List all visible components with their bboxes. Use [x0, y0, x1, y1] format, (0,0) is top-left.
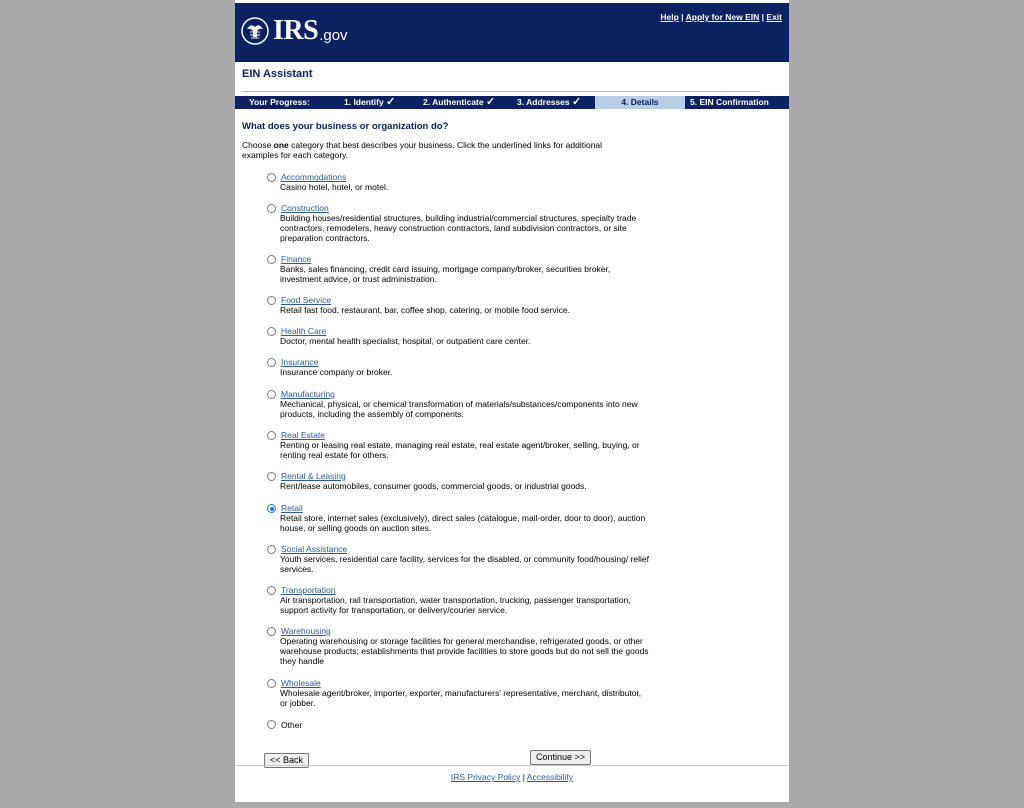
progress-step-addresses: 3. Addresses ✓	[517, 96, 582, 108]
category-radio[interactable]	[267, 720, 276, 729]
category-link[interactable]: Food Service	[281, 295, 332, 305]
category-link[interactable]: Insurance	[281, 357, 319, 367]
category-link[interactable]: Accommodations	[281, 172, 347, 182]
category-radio[interactable]	[267, 358, 276, 367]
top-link-separator: |	[759, 12, 767, 22]
category-link[interactable]: Health Care	[281, 326, 327, 336]
page-container	[235, 0, 789, 802]
irs-header	[235, 3, 789, 62]
category-radio[interactable]	[267, 390, 276, 399]
progress-step-identify: 1. Identify ✓	[344, 96, 396, 108]
category-description: Wholesale agent/broker, importer, exporter, manufacturers' representative, merchant, distributor, or jobber.	[280, 688, 642, 708]
category-radio[interactable]	[267, 327, 276, 336]
back-button[interactable]: << Back	[264, 753, 309, 768]
category-description: Insurance company or broker.	[280, 367, 393, 377]
page-title: EIN Assistant	[242, 68, 313, 80]
question-heading: What does your business or organization do?	[242, 121, 449, 132]
category-radio[interactable]	[267, 431, 276, 440]
category-link[interactable]: Warehousing	[281, 626, 331, 636]
category-description: Retail fast food, restaurant, bar, coffee shop, catering, or mobile food service.	[280, 305, 570, 315]
category-radio[interactable]	[267, 627, 276, 636]
footer	[235, 772, 789, 782]
top-link-separator: |	[678, 12, 686, 22]
eagle-logo-icon	[241, 17, 269, 45]
category-radio[interactable]	[267, 255, 276, 264]
progress-bar	[235, 96, 789, 109]
continue-button[interactable]: Continue >>	[530, 750, 591, 765]
category-link[interactable]: Social Assistance	[281, 544, 348, 554]
category-radio[interactable]	[267, 679, 276, 688]
category-radio[interactable]	[267, 504, 276, 513]
category-link[interactable]: Manufacturing	[281, 389, 335, 399]
progress-step-authenticate: 2. Authenticate ✓	[423, 96, 496, 108]
accessibility-link[interactable]: Accessibility	[526, 772, 574, 782]
exit-link[interactable]: Exit	[766, 12, 782, 22]
category-description: Renting or leasing real estate, managing real estate, real estate agent/broker, selling, buying, or renting real estate for others.	[280, 440, 640, 460]
top-links	[660, 12, 782, 22]
footer-separator: |	[520, 772, 527, 782]
category-link[interactable]: Wholesale	[281, 678, 321, 688]
category-link[interactable]: Construction	[281, 203, 329, 213]
category-link[interactable]: Real Estate	[281, 430, 325, 440]
apply-new-ein-link[interactable]: Apply for New EIN	[685, 12, 760, 22]
category-description: Mechanical, physical, or chemical transformation of materials/substances/components into new products, including the assembly of components.	[280, 399, 638, 419]
category-description: Operating warehousing or storage facilities for general merchandise, refrigerated goods, or other warehouse products; establishments that provide facilities to store goods but do not sell the goods they handle	[280, 636, 649, 666]
logo-gov-text: .gov	[319, 27, 348, 44]
category-radio[interactable]	[267, 204, 276, 213]
help-link[interactable]: Help	[660, 12, 679, 22]
category-radio[interactable]	[267, 296, 276, 305]
category-radio[interactable]	[267, 545, 276, 554]
category-link[interactable]: Transportation	[281, 585, 336, 595]
category-radio[interactable]	[267, 586, 276, 595]
progress-step-details-current: 4. Details	[595, 96, 685, 109]
title-divider	[242, 91, 760, 92]
category-description: Retail store, internet sales (exclusively), direct sales (catalogue, mail-order, door to door), auction house, or selling goods on auction sites.	[280, 513, 646, 533]
category-link[interactable]: Rental & Leasing	[281, 471, 346, 481]
category-radio[interactable]	[267, 472, 276, 481]
category-description: Building houses/residential structures, building industrial/commercial structures, specialty trade contractors, remodelers, heavy construction contractors, land subdivision contractors, or site preparation contractors.	[280, 213, 637, 243]
footer-divider	[235, 765, 789, 766]
irs-logo[interactable]	[241, 13, 348, 45]
progress-label: Your Progress:	[249, 97, 310, 107]
category-description: Youth services, residential care facility, services for the disabled, or community food/housing/ relief services.	[280, 554, 649, 574]
logo-irs-text: IRS	[273, 15, 319, 46]
category-description: Air transportation, rail transportation, water transportation, trucking, passenger transportation, support activity for transportation, or delivery/courier service.	[280, 595, 631, 615]
checkmark-icon: ✓	[571, 96, 582, 108]
category-label: Other	[281, 720, 303, 730]
checkmark-icon: ✓	[486, 96, 496, 108]
privacy-policy-link[interactable]: IRS Privacy Policy	[450, 772, 521, 782]
category-link[interactable]: Finance	[281, 254, 312, 264]
category-radio[interactable]	[267, 173, 276, 182]
category-description: Casino hotel, hotel, or motel.	[280, 182, 389, 192]
category-description: Rent/lease automobiles, consumer goods, commercial goods, or industrial goods.	[280, 481, 587, 491]
category-link[interactable]: Retail	[281, 503, 303, 513]
category-description: Banks, sales financing, credit card issuing, mortgage company/broker, securities broker, investment advice, or trust administration.	[280, 264, 611, 284]
intro-text: Choose one category that best describes your business. Click the underlined links for additional examples for each category.	[242, 140, 603, 160]
progress-step-ein-confirmation: 5. EIN Confirmation	[690, 97, 769, 107]
checkmark-icon: ✓	[386, 96, 396, 108]
category-description: Doctor, mental health specialist, hospital, or outpatient care center.	[280, 336, 531, 346]
